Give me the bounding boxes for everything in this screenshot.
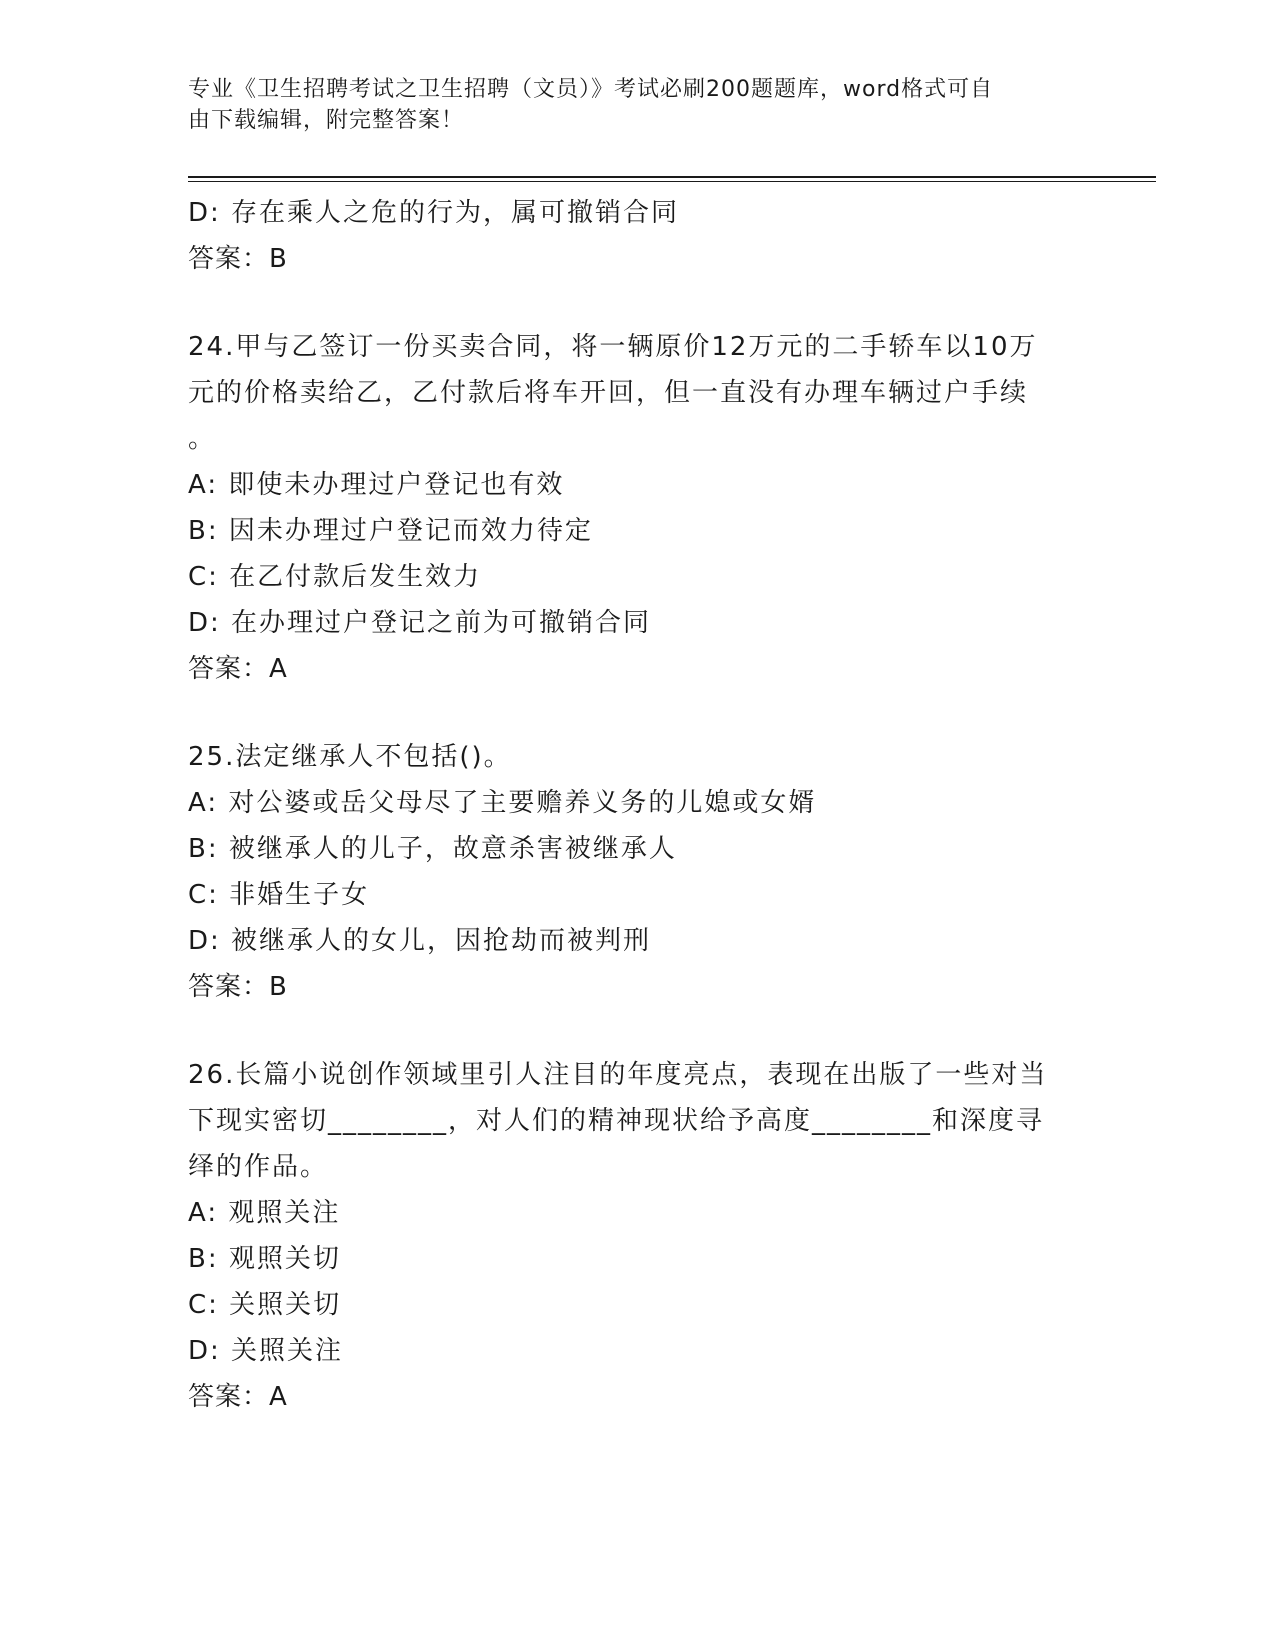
option-d: D: 被继承人的女儿，因抢劫而被判刑 (188, 926, 652, 956)
option-c: C: 在乙付款后发生效力 (188, 562, 482, 592)
question-26 (188, 1052, 1088, 1420)
header-line-1: 专业《卫生招聘考试之卫生招聘（文员）》考试必刷200题题库，word格式可自 (188, 77, 994, 102)
header-divider-thin (188, 181, 1156, 182)
question-stem-line: 。 (188, 424, 217, 454)
question-25 (188, 734, 1088, 1010)
option-d: D: 存在乘人之危的行为，属可撤销合同 (188, 198, 680, 228)
option-a: A: 对公婆或岳父母尽了主要赡养义务的儿媳或女婿 (188, 788, 817, 818)
question-stem-line: 24.甲与乙签订一份买卖合同，将一辆原价12万元的二手轿车以10万 (188, 332, 1038, 362)
option-d: D: 关照关注 (188, 1336, 344, 1366)
option-c: C: 非婚生子女 (188, 880, 370, 910)
question-content (188, 190, 1088, 1420)
spacer (188, 1010, 1088, 1052)
question-stem-line: 26.长篇小说创作领域里引人注目的年度亮点，表现在出版了一些对当 (188, 1060, 1048, 1090)
option-b: B: 观照关切 (188, 1244, 341, 1274)
question-stem-line: 下现实密切________，对人们的精神现状给予高度________和深度寻 (188, 1106, 1045, 1136)
answer-line: 答案：A (188, 654, 288, 684)
spacer (188, 282, 1088, 324)
question-stem-line: 25.法定继承人不包括()。 (188, 742, 512, 772)
document-header (188, 74, 1088, 136)
header-divider-thick (188, 176, 1156, 178)
answer-line: 答案：B (188, 244, 288, 274)
header-line-2: 由下载编辑，附完整答案！ (188, 108, 465, 133)
question-stem-line: 元的价格卖给乙，乙付款后将车开回，但一直没有办理车辆过户手续 (188, 378, 1029, 408)
question-stem-line: 绎的作品。 (188, 1152, 329, 1182)
answer-line: 答案：B (188, 972, 288, 1002)
option-a: A: 观照关注 (188, 1198, 341, 1228)
option-d: D: 在办理过户登记之前为可撤销合同 (188, 608, 652, 638)
option-a: A: 即使未办理过户登记也有效 (188, 470, 565, 500)
answer-line: 答案：A (188, 1382, 288, 1412)
option-b: B: 被继承人的儿子，故意杀害被继承人 (188, 834, 677, 864)
option-c: C: 关照关切 (188, 1290, 342, 1320)
carryover-block (188, 190, 1088, 282)
question-24 (188, 324, 1088, 692)
spacer (188, 692, 1088, 734)
option-b: B: 因未办理过户登记而效力待定 (188, 516, 593, 546)
